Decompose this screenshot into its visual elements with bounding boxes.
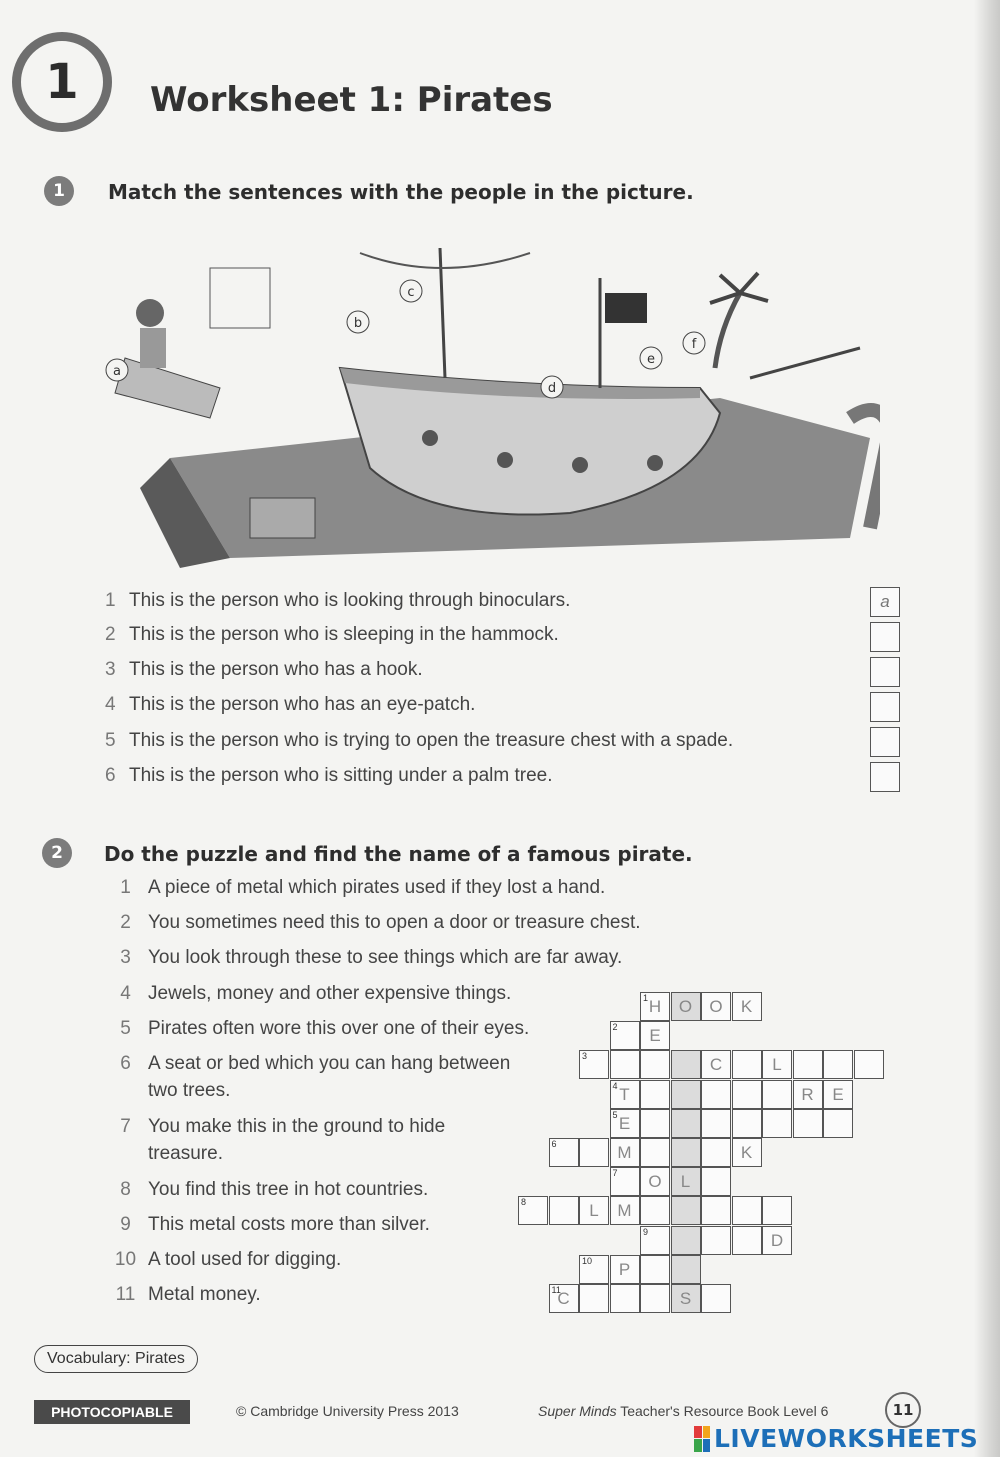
answer-box-5[interactable] — [870, 727, 900, 757]
crossword-cell[interactable] — [732, 1050, 762, 1079]
crossword-cell[interactable] — [610, 1109, 640, 1138]
crossword-cell[interactable] — [732, 992, 762, 1021]
picture-label-d-text: d — [547, 381, 557, 396]
sentence-text: This is the person who is looking through binoculars. — [129, 590, 571, 611]
clue-text: A piece of metal which pirates used if they lost a hand. — [148, 877, 606, 898]
crossword-clue-number: 3 — [582, 1051, 588, 1062]
clue-number: 7 — [120, 1116, 131, 1137]
crossword-letter: P — [618, 1259, 631, 1279]
crossword-cell[interactable] — [671, 1284, 701, 1313]
clue-number: 5 — [120, 1018, 131, 1039]
clue-number: 10 — [114, 1249, 137, 1270]
crossword-cell[interactable] — [762, 1226, 792, 1255]
clue-text: Jewels, money and other expensive things. — [148, 983, 512, 1004]
porthole — [647, 455, 663, 471]
crossword-cell[interactable] — [640, 1050, 670, 1079]
crossword-cell[interactable] — [610, 1021, 640, 1050]
crossword-letter: E — [832, 1084, 844, 1104]
sentence-text: This is the person who has a hook. — [129, 659, 423, 680]
crossword-cell[interactable] — [610, 1255, 640, 1284]
sentence-text: This is the person who is sitting under a palm tree. — [129, 765, 553, 786]
director-chair-platform — [115, 358, 220, 418]
bowsprit — [750, 348, 860, 378]
crossword-cell[interactable] — [579, 1284, 609, 1313]
sentence-4 — [105, 694, 475, 716]
crossword-clue-number: 5 — [612, 1109, 618, 1120]
crossword-cell[interactable] — [610, 1080, 640, 1109]
crossword-cell[interactable] — [671, 1138, 701, 1167]
crossword-cell[interactable] — [732, 1080, 762, 1109]
clue-number: 11 — [115, 1284, 136, 1305]
clue-number: 8 — [120, 1179, 131, 1200]
crossword-cell[interactable] — [732, 1109, 762, 1138]
answer-box-3[interactable] — [870, 657, 900, 687]
sail-rope — [360, 253, 530, 268]
crossword-cell[interactable] — [701, 992, 731, 1021]
book-title-italic: Super Minds — [538, 1403, 617, 1419]
answer-box-1[interactable]: a — [870, 587, 900, 617]
picture-label-c-text: c — [407, 285, 415, 300]
page-title: Worksheet 1: Pirates — [150, 80, 553, 120]
crossword-cell[interactable] — [671, 1226, 701, 1255]
crossword-cell[interactable] — [671, 1196, 701, 1225]
clue-6 — [103, 1050, 510, 1104]
clue-text: A seat or bed which you can hang between — [148, 1053, 511, 1074]
crossword-letter: T — [619, 1084, 630, 1104]
director-body — [140, 328, 166, 368]
clue-5 — [103, 1015, 529, 1042]
clue-number: 2 — [120, 912, 131, 933]
liveworksheets-logo-icon — [694, 1426, 710, 1452]
crossword-letter: E — [649, 1026, 661, 1046]
exercise-1-instruction: Match the sentences with the people in the picture. — [108, 180, 694, 204]
crossword-cell[interactable] — [701, 1080, 731, 1109]
porthole — [497, 452, 513, 468]
book-title — [538, 1403, 828, 1419]
answer-box-6[interactable] — [870, 762, 900, 792]
watermark-text: LIVEWORKSHEETS — [714, 1424, 979, 1453]
crossword-cell[interactable] — [762, 1109, 792, 1138]
photocopiable-label: PHOTOCOPIABLE — [34, 1400, 190, 1424]
director-head — [136, 299, 164, 327]
crossword-clue-number: 7 — [612, 1168, 618, 1179]
crossword-clue-number: 11 — [551, 1285, 561, 1295]
clue-number: 1 — [120, 877, 131, 898]
sentence-number: 1 — [105, 590, 116, 611]
sentence-1 — [105, 590, 570, 612]
crossword-clue-number: 4 — [612, 1080, 618, 1091]
page-number: 11 — [885, 1392, 921, 1428]
clue-text: This metal costs more than silver. — [148, 1214, 430, 1235]
crossword-letter: K — [740, 1143, 753, 1162]
crossword-cell[interactable] — [640, 992, 670, 1021]
porthole — [422, 430, 438, 446]
clue-number: 3 — [120, 947, 131, 968]
crossword-clue-number: 6 — [551, 1139, 557, 1149]
crossword-letter: K — [740, 997, 753, 1016]
crossword-cell[interactable] — [640, 1196, 670, 1225]
crossword-cell[interactable] — [518, 1196, 548, 1225]
clue-1 — [103, 874, 605, 901]
clue-number: 9 — [120, 1214, 131, 1235]
crossword-cell[interactable] — [610, 1196, 640, 1225]
crossword-cell[interactable] — [671, 1080, 701, 1109]
clue-text: Metal money. — [148, 1284, 261, 1305]
crossword-letter: S — [679, 1289, 692, 1308]
crossword-letter: C — [709, 1055, 723, 1075]
crossword-cell[interactable] — [640, 1138, 670, 1167]
crossword-cell[interactable] — [610, 1167, 640, 1196]
picture-label-a-text: a — [113, 364, 121, 379]
clue-10 — [103, 1246, 341, 1273]
exercise-2-instruction: Do the puzzle and find the name of a famous pirate. — [104, 842, 693, 866]
crossword-cell[interactable] — [579, 1196, 609, 1225]
crossword-cell[interactable] — [823, 1109, 853, 1138]
clue-text: A tool used for digging. — [148, 1249, 342, 1270]
crossword-letter: L — [772, 1055, 782, 1075]
clue-4 — [103, 980, 511, 1007]
unit-number-badge — [12, 32, 112, 132]
exercise-1-number: 1 — [44, 176, 74, 206]
book-title-rest: Teacher's Resource Book Level 6 — [616, 1403, 829, 1419]
crossword-letter: D — [770, 1230, 784, 1250]
crossword-cell[interactable] — [823, 1050, 853, 1079]
unit-number: 1 — [45, 54, 79, 110]
clue-text: You look through these to see things which are far away. — [148, 947, 623, 968]
sentence-number: 4 — [105, 694, 116, 715]
picture-label-e-text: e — [647, 352, 655, 367]
copyright-text: © Cambridge University Press 2013 — [236, 1403, 459, 1419]
crossword-cell[interactable] — [823, 1080, 853, 1109]
crossword-letter: R — [801, 1084, 814, 1104]
crossword-cell[interactable] — [701, 1284, 731, 1313]
crossword-cell[interactable] — [579, 1050, 609, 1079]
sentence-text: This is the person who has an eye-patch. — [129, 694, 476, 715]
monitor-desk — [250, 498, 315, 538]
vocabulary-tag: Vocabulary: Pirates — [34, 1345, 198, 1373]
crossword-cell[interactable] — [640, 1167, 670, 1196]
crossword-letter: L — [589, 1201, 599, 1221]
exercise-2-number: 2 — [42, 838, 72, 868]
crossword-cell[interactable] — [732, 1196, 762, 1225]
clue-text: You sometimes need this to open a door or treasure chest. — [148, 912, 641, 933]
clue-text: Pirates often wore this over one of their eyes. — [148, 1018, 530, 1039]
crossword-letter: H — [648, 997, 662, 1016]
clue-3 — [103, 944, 622, 971]
page-edge-shadow — [974, 0, 1000, 1457]
pirate-film-set-illustration — [100, 238, 880, 578]
clue-2 — [103, 909, 641, 936]
crossword-cell[interactable] — [793, 1080, 823, 1109]
crossword-cell[interactable] — [671, 1109, 701, 1138]
sentence-5 — [105, 730, 733, 752]
crossword-cell[interactable] — [549, 1284, 579, 1313]
sentence-3 — [105, 659, 423, 681]
crossword-letter: C — [557, 1289, 570, 1308]
answer-box-4[interactable] — [870, 692, 900, 722]
picture-label-b-text: b — [353, 316, 363, 331]
crossword-letter: O — [678, 997, 693, 1016]
porthole — [572, 457, 588, 473]
crossword-clue-number: 10 — [582, 1255, 593, 1266]
camera-platform — [210, 268, 270, 328]
crossword-cell[interactable] — [762, 1050, 792, 1079]
sentence-number: 3 — [105, 659, 116, 680]
crossword-cell[interactable] — [701, 1050, 731, 1079]
clue-text: You find this tree in hot countries. — [148, 1179, 429, 1200]
crossword-cell[interactable] — [732, 1226, 762, 1255]
sentence-6 — [105, 765, 552, 787]
clue-11 — [103, 1281, 261, 1308]
crossword-cell[interactable] — [793, 1109, 823, 1138]
crossword-cell[interactable] — [671, 992, 701, 1021]
crossword-clue-number: 2 — [612, 1022, 618, 1033]
crossword-letter: M — [617, 1201, 632, 1221]
crossword-letter: O — [709, 997, 723, 1016]
crossword-letter: L — [680, 1172, 691, 1192]
crossword-cell[interactable] — [640, 1226, 670, 1255]
sentence-number: 2 — [105, 624, 116, 645]
crossword-cell[interactable] — [579, 1255, 609, 1284]
clue-number: 4 — [120, 983, 131, 1004]
crossword-cell[interactable] — [701, 1109, 731, 1138]
crossword-cell[interactable] — [671, 1050, 701, 1079]
sentence-text: This is the person who is sleeping in the hammock. — [129, 624, 559, 645]
crossword-cell[interactable] — [640, 1109, 670, 1138]
crossword-cell[interactable] — [671, 1255, 701, 1284]
crossword-cell[interactable] — [640, 1080, 670, 1109]
pirate-flag — [605, 293, 647, 323]
sentence-2 — [105, 624, 559, 646]
clue-text: You make this in the ground to hide — [148, 1116, 446, 1137]
crossword-letter: O — [648, 1172, 662, 1192]
crossword-cell[interactable] — [793, 1050, 823, 1079]
clue-text-continued: two trees. — [148, 1080, 231, 1101]
crossword-cell[interactable] — [640, 1255, 670, 1284]
clue-8 — [103, 1176, 428, 1203]
crossword-cell[interactable] — [610, 1138, 640, 1167]
clue-9 — [103, 1211, 430, 1238]
crossword-cell[interactable] — [610, 1050, 640, 1079]
sentence-number: 6 — [105, 765, 116, 786]
palm-tree-trunk — [715, 293, 740, 368]
crossword-cell[interactable] — [549, 1138, 579, 1167]
picture-label-f-text: f — [691, 337, 697, 352]
clue-number: 6 — [120, 1053, 131, 1074]
crossword-cell[interactable] — [579, 1138, 609, 1167]
crossword-cell[interactable] — [732, 1138, 762, 1167]
crossword-cell[interactable] — [701, 1138, 731, 1167]
crossword-cell[interactable] — [701, 1167, 731, 1196]
crossword-cell[interactable] — [610, 1284, 640, 1313]
crossword-cell[interactable] — [854, 1050, 884, 1079]
crossword-cell[interactable] — [762, 1080, 792, 1109]
sentence-number: 5 — [105, 730, 116, 751]
clue-7 — [103, 1113, 445, 1167]
crossword-letter: M — [617, 1143, 632, 1162]
crossword-cell[interactable] — [701, 1196, 731, 1225]
crossword-clue-number: 8 — [521, 1197, 527, 1208]
crossword-cell[interactable] — [549, 1196, 579, 1225]
liveworksheets-watermark — [694, 1424, 978, 1453]
crossword-clue-number: 9 — [643, 1226, 649, 1237]
crossword-letter: E — [618, 1113, 631, 1133]
sentence-text: This is the person who is trying to open the treasure chest with a spade. — [129, 730, 734, 751]
crossword-cell[interactable] — [671, 1167, 701, 1196]
clue-text-continued: treasure. — [148, 1143, 223, 1164]
crossword-cell[interactable] — [701, 1226, 731, 1255]
crossword-cell[interactable] — [762, 1196, 792, 1225]
crossword-cell[interactable] — [640, 1284, 670, 1313]
crossword-cell[interactable] — [640, 1021, 670, 1050]
answer-box-2[interactable] — [870, 622, 900, 652]
crossword-clue-number: 1 — [643, 993, 649, 1003]
